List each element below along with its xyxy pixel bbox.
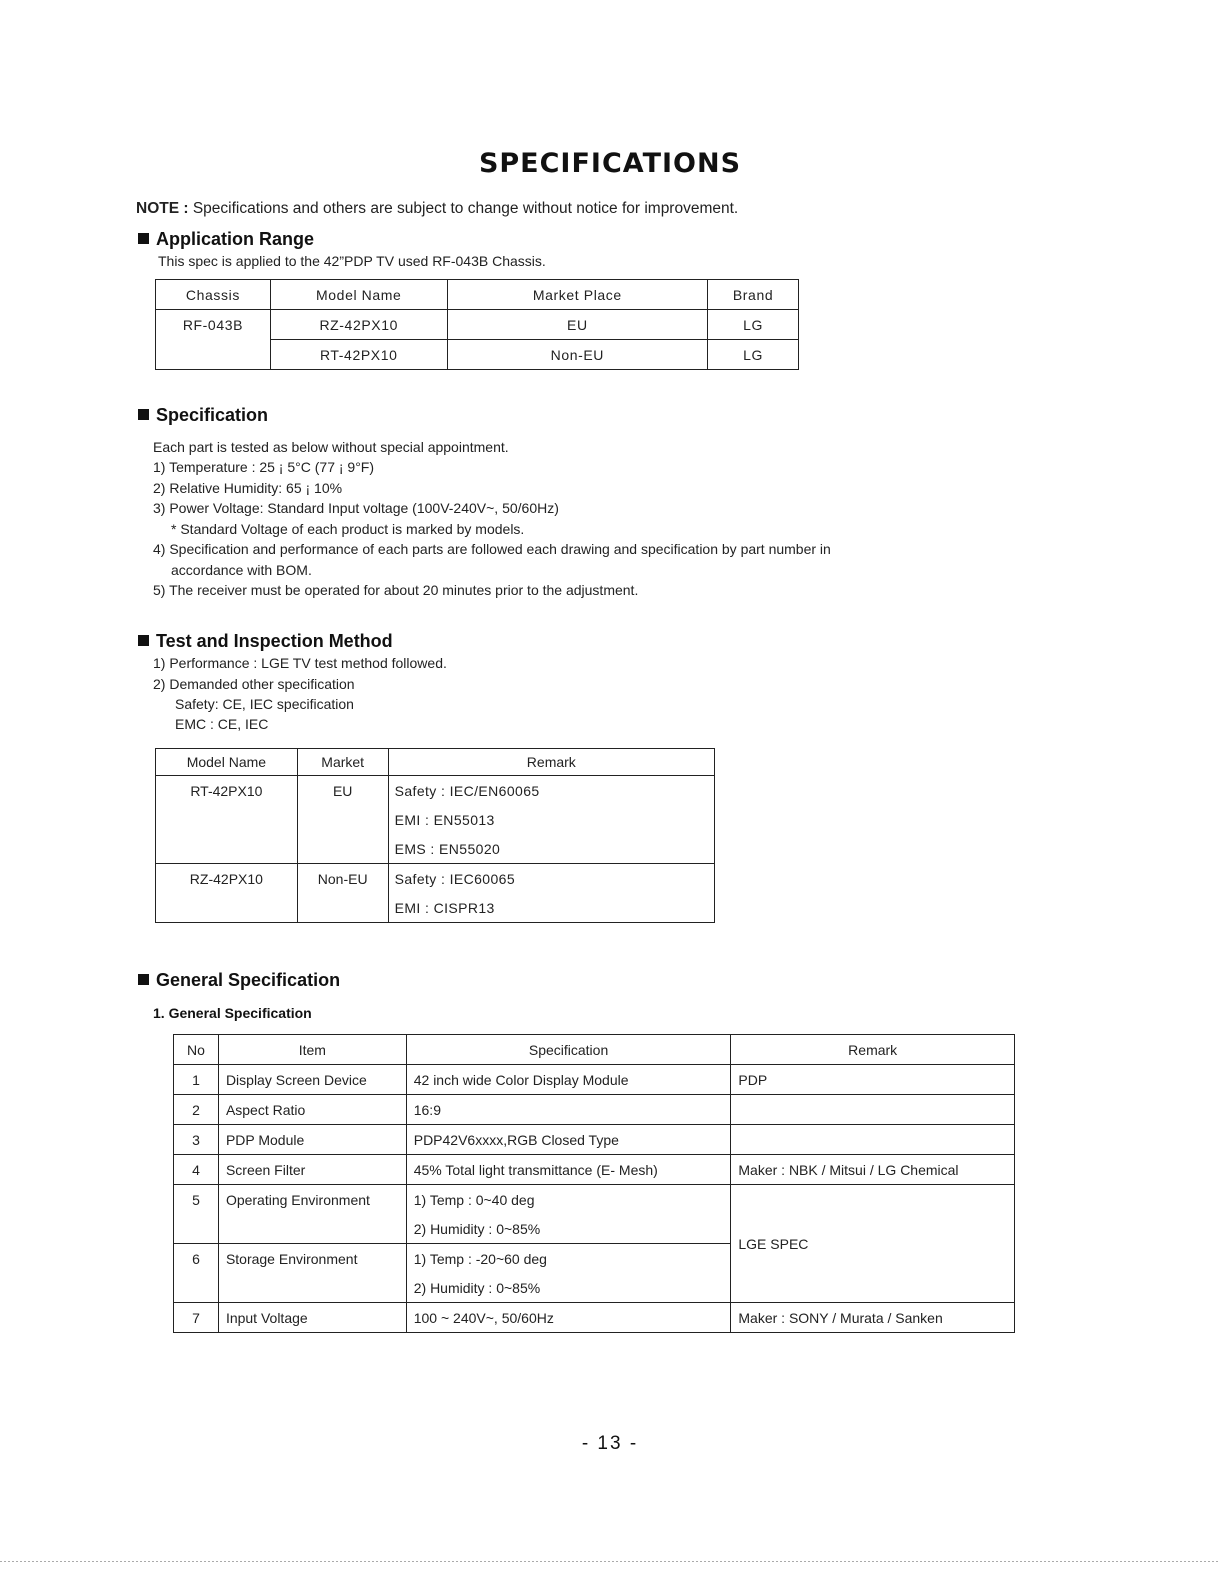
remark-cell [731, 1095, 1015, 1125]
test-method-heading-text: Test and Inspection Method [156, 631, 393, 651]
spec-cell: 42 inch wide Color Display Module [406, 1065, 731, 1095]
test-line: 1) Performance : LGE TV test method followed. [153, 655, 447, 671]
scan-edge-divider [0, 1561, 1220, 1565]
general-spec-heading [138, 970, 340, 991]
no-cell: 2 [174, 1095, 219, 1125]
item-cell: PDP Module [218, 1125, 406, 1155]
header-cell: Market [297, 749, 388, 776]
spec-cell: 2) Humidity : 0~85% [406, 1273, 731, 1303]
application-range-heading [138, 229, 314, 250]
no-cell: 1 [174, 1065, 219, 1095]
no-cell: 3 [174, 1125, 219, 1155]
general-spec-heading-text: General Specification [156, 970, 341, 990]
remark-cell: EMS : EN55020 [388, 834, 714, 864]
square-bullet-icon [138, 409, 149, 420]
header-cell: Specification [406, 1035, 731, 1065]
brand-cell: LG [708, 310, 799, 340]
specification-heading-text: Specification [156, 405, 269, 425]
spec-cell: PDP42V6xxxx,RGB Closed Type [406, 1125, 731, 1155]
spec-line: 2) Relative Humidity: 65 ¡ 10% [153, 480, 343, 496]
empty-cell [174, 1214, 219, 1244]
header-cell: No [174, 1035, 219, 1065]
market-cell: Non-EU [447, 340, 708, 370]
empty-cell [218, 1214, 406, 1244]
general-spec-table [173, 1034, 1015, 1333]
market-cell: EU [447, 310, 708, 340]
market-cell: Non-EU [297, 864, 388, 894]
table-row [156, 834, 715, 864]
application-range-intro: This spec is applied to the 42”PDP TV used RF-043B Chassis. [158, 253, 546, 269]
item-cell: Screen Filter [218, 1155, 406, 1185]
empty-cell [174, 1273, 219, 1303]
header-cell: Model Name [270, 280, 447, 310]
spec-cell: 100 ~ 240V~, 50/60Hz [406, 1303, 731, 1333]
brand-cell: LG [708, 340, 799, 370]
table-row [156, 310, 799, 340]
table-row [174, 1185, 1015, 1215]
table-row [174, 1125, 1015, 1155]
empty-cell [156, 834, 298, 864]
spec-line: 3) Power Voltage: Standard Input voltage (100V-240V~, 50/60Hz) [153, 500, 559, 516]
application-range-table [155, 279, 799, 370]
table-row [156, 805, 715, 834]
spec-line: 5) The receiver must be operated for about 20 minutes prior to the adjustment. [153, 582, 639, 598]
note-text: Specifications and others are subject to change without notice for improvement. [192, 200, 739, 217]
table-row [156, 340, 799, 370]
table-row [174, 1095, 1015, 1125]
header-cell: Brand [708, 280, 799, 310]
no-cell: 6 [174, 1244, 219, 1274]
model-cell: RZ-42PX10 [156, 864, 298, 894]
table-header-row [156, 749, 715, 776]
header-cell: Chassis [156, 280, 271, 310]
remark-cell: Maker : NBK / Mitsui / LG Chemical [731, 1155, 1015, 1185]
model-cell: RT-42PX10 [270, 340, 447, 370]
empty-cell [297, 805, 388, 834]
no-cell: 7 [174, 1303, 219, 1333]
model-cell: RT-42PX10 [156, 776, 298, 806]
remark-cell: PDP [731, 1065, 1015, 1095]
item-cell: Operating Environment [218, 1185, 406, 1215]
table-row [156, 776, 715, 806]
spec-line: accordance with BOM. [171, 562, 312, 578]
square-bullet-icon [138, 233, 149, 244]
test-line: EMC : CE, IEC [175, 716, 269, 732]
spec-cell: 2) Humidity : 0~85% [406, 1214, 731, 1244]
item-cell: Display Screen Device [218, 1065, 406, 1095]
header-cell: Model Name [156, 749, 298, 776]
chassis-cell: RF-043B [156, 310, 271, 340]
header-cell: Item [218, 1035, 406, 1065]
spec-line: * Standard Voltage of each product is marked by models. [171, 521, 525, 537]
spec-line: 4) Specification and performance of each parts are followed each drawing and specification by part number in [153, 541, 831, 557]
item-cell: Input Voltage [218, 1303, 406, 1333]
table-header-row [156, 280, 799, 310]
spec-line: Each part is tested as below without special appointment. [153, 439, 509, 455]
spec-cell: 1) Temp : -20~60 deg [406, 1244, 731, 1274]
table-row [174, 1303, 1015, 1333]
page-title: SPECIFICATIONS [478, 148, 742, 179]
spec-cell: 16:9 [406, 1095, 731, 1125]
specification-heading [138, 405, 268, 426]
header-cell: Market Place [447, 280, 708, 310]
remark-cell: Maker : SONY / Murata / Sanken [731, 1303, 1015, 1333]
no-cell: 4 [174, 1155, 219, 1185]
square-bullet-icon [138, 974, 149, 985]
spec-cell: 45% Total light transmittance (E- Mesh) [406, 1155, 731, 1185]
header-cell: Remark [388, 749, 714, 776]
table-row [156, 864, 715, 894]
table-row [156, 893, 715, 923]
spec-cell: 1) Temp : 0~40 deg [406, 1185, 731, 1215]
test-method-heading [138, 631, 393, 652]
table-row [174, 1155, 1015, 1185]
test-standards-table [155, 748, 715, 923]
remark-cell [731, 1125, 1015, 1155]
model-cell: RZ-42PX10 [270, 310, 447, 340]
remark-cell: EMI : EN55013 [388, 805, 714, 834]
empty-cell [297, 893, 388, 923]
item-cell: Storage Environment [218, 1244, 406, 1274]
application-range-heading-text: Application Range [156, 229, 315, 249]
empty-cell [156, 893, 298, 923]
empty-cell [297, 834, 388, 864]
note [136, 200, 738, 218]
no-cell: 5 [174, 1185, 219, 1215]
chassis-cell-empty [156, 340, 271, 370]
general-spec-subheading: 1. General Specification [153, 1005, 312, 1021]
remark-cell: Safety : IEC/EN60065 [388, 776, 714, 806]
empty-cell [218, 1273, 406, 1303]
empty-cell [156, 805, 298, 834]
remark-cell: Safety : IEC60065 [388, 864, 714, 894]
table-header-row [174, 1035, 1015, 1065]
env-remark-cell: LGE SPEC [731, 1185, 1015, 1303]
header-cell: Remark [731, 1035, 1015, 1065]
table-row [174, 1065, 1015, 1095]
test-line: Safety: CE, IEC specification [175, 696, 354, 712]
page-number: - 13 - [581, 1433, 639, 1454]
test-line: 2) Demanded other specification [153, 676, 355, 692]
remark-cell: EMI : CISPR13 [388, 893, 714, 923]
market-cell: EU [297, 776, 388, 806]
square-bullet-icon [138, 635, 149, 646]
item-cell: Aspect Ratio [218, 1095, 406, 1125]
spec-line: 1) Temperature : 25 ¡ 5°C (77 ¡ 9°F) [153, 459, 375, 475]
note-label: NOTE : [136, 200, 189, 217]
